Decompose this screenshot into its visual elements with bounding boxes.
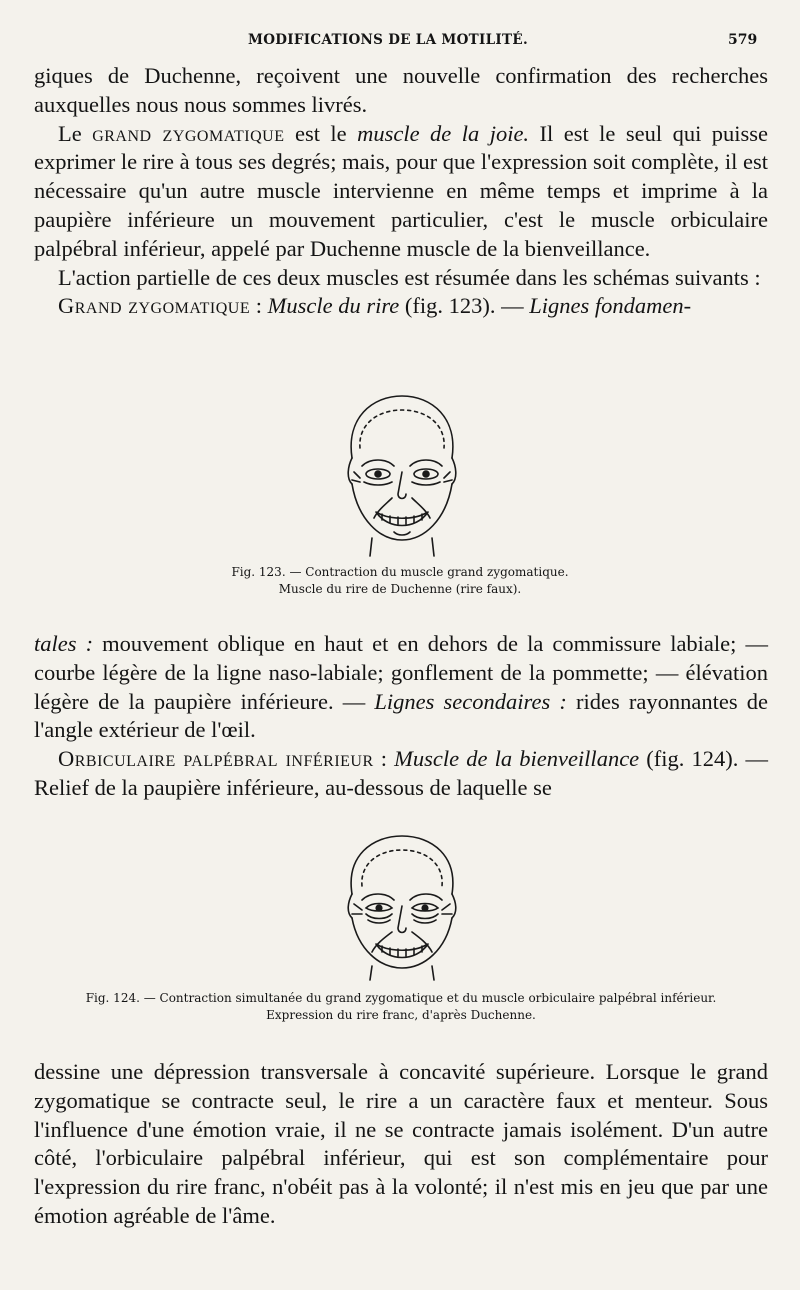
text-span: Le	[58, 120, 82, 146]
emphasis-muscle-rire: Muscle du rire	[267, 293, 400, 319]
text-span: est le	[294, 120, 347, 146]
text-span: mouvement oblique en haut et en dehors de la commissure labiale; — courbe légère de la ligne naso-labiale; gonflement de la pommette; — élévation légère de la paupière inférieure. —	[34, 631, 768, 714]
caption-line: Fig. 124. — Contraction simultanée du grand zygomatique et du muscle orbiculaire palpébral inférieur.	[85, 991, 717, 1005]
running-title: MODIFICATIONS DE LA MOTILITÉ.	[248, 32, 528, 48]
figure-124-caption	[34, 990, 768, 1024]
page-number: 579	[728, 32, 758, 48]
paragraph-grand-zygomatique	[34, 120, 768, 264]
text-block-top	[34, 62, 768, 321]
caption-line: Fig. 123. — Contraction du muscle grand zygomatique.	[231, 565, 569, 579]
term-grand-zygomatique-heading: Grand zygomatique	[58, 293, 251, 319]
figure-123-face-illustration	[332, 388, 472, 558]
paragraph-lignes-fondamentales	[34, 630, 768, 745]
text-span: :	[250, 293, 268, 319]
text-span: (fig. 124). — Relief de la paupière inférieure, au-dessous de laquelle se	[34, 746, 769, 800]
text-span: Il est le seul qui puisse exprimer le rire à tous ses degrés; mais, pour que l'expression soit complète, il est nécessaire qu'un autre muscle intervienne en même temps et imprime à la paupière inférieure un mouvement particulier, c'est le muscle orbiculaire palpébral inférieur, appelé par Duchenne muscle de la bienveillance.	[34, 120, 769, 261]
text-block-bottom	[34, 1058, 768, 1231]
term-grand-zygomatique: grand zygomatique	[92, 120, 285, 146]
emphasis-muscle-joie: muscle de la joie.	[357, 120, 530, 146]
term-orbiculaire: Orbiculaire palpébral inférieur	[58, 746, 374, 772]
text-span: (fig. 123). —	[399, 293, 530, 319]
text-span: :	[373, 746, 395, 772]
text-span: rides rayonnantes de l'angle extérieur de l'œil.	[34, 688, 769, 743]
caption-line: Muscle du rire de Duchenne (rire faux).	[278, 582, 522, 596]
figure-123-caption	[200, 564, 600, 598]
emphasis-lignes: Lignes fondamen-	[529, 293, 692, 319]
text-block-middle	[34, 630, 768, 803]
caption-line: Expression du rire franc, d'après Duchenne.	[266, 1008, 536, 1022]
running-header	[0, 30, 800, 54]
paragraph-depression: dessine une dépression transversale à concavité supérieure. Lorsque le grand zygomatique se contracte seul, le rire a un caractère faux et menteur. Sous l'influence d'une émotion vraie, il ne se contracte jamais isolément. D'un autre côté, l'orbiculaire palpébral inférieur, qui est son complémentaire pour l'expression du rire franc, n'obéit pas à la volonté; il n'est mis en jeu que par une émotion agréable de l'âme.	[34, 1059, 768, 1228]
emphasis-bienveillance: Muscle de la bienveillance	[394, 746, 640, 772]
paragraph-orbiculaire	[34, 745, 768, 803]
emphasis-tales: tales :	[34, 631, 94, 656]
emphasis-lignes-secondaires: Lignes secondaires :	[374, 688, 567, 714]
paragraph-action-partielle: L'action partielle de ces deux muscles est résumée dans les schémas suivants :	[58, 264, 761, 290]
figure-124-face-illustration	[332, 832, 472, 982]
paragraph-continuation: giques de Duchenne, reçoivent une nouvelle confirmation des recherches auxquelles nous nous sommes livrés.	[34, 63, 768, 117]
paragraph-muscle-rire	[34, 292, 768, 321]
